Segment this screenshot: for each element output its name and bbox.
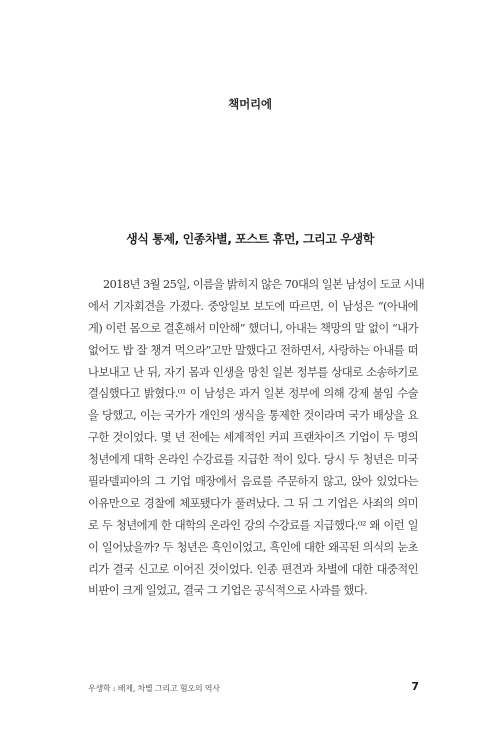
body-line: 결심했다고 밝혔다.⁰¹ 이 남성은 과거 일본 정부에 의해 강제 불임 수술 [88,387,418,401]
body-line: 이유만으로 경찰에 체포됐다가 풀려났다. 그 뒤 그 기업은 사죄의 의미 [88,496,418,510]
body-line: 청년에게 대학 온라인 수강료를 지급한 적이 있다. 당시 두 청년은 미국 [88,453,418,467]
footer-running-title: 우생학 : 배제, 차별 그리고 혐오의 역사 [88,684,220,693]
body-line: 리가 결국 신고로 이어진 것이었다. 인종 편견과 차별에 대한 대중적인 [88,562,418,576]
body-line: 로 두 청년에게 한 대학의 온라인 강의 수강료를 지급했다.⁰² 왜 이런 일 [88,518,418,532]
chapter-title: 생식 통제, 인종차별, 포스트 휴먼, 그리고 우생학 [126,232,374,246]
page-number: 7 [411,680,419,693]
body-line: 없어도 밥 잘 챙겨 먹으라”고만 말했다고 전하면서, 사랑하는 아내를 떠 [88,343,418,357]
body-line: 을 당했고, 이는 국가가 개인의 생식을 통제한 것이라며 국가 배상을 요 [88,409,418,423]
body-paragraph [88,274,425,602]
body-line: 나보내고 난 뒤, 자기 몸과 인생을 망친 일본 정부를 상대로 소송하기로 [88,365,418,379]
body-line: 필라델피아의 그 기업 매장에서 음료를 주문하지 않고, 앉아 있었다는 [88,475,418,489]
body-line: 에서 기자회견을 가졌다. 중앙일보 보도에 따르면, 이 남성은 “(아내에 [88,299,418,313]
body-line: 게) 이런 몸으로 결혼해서 미안해” 했더니, 아내는 책망의 말 없이 “내가 [88,321,418,335]
body-line: 이 일어났을까? 두 청년은 흑인이었고, 흑인에 대한 왜곡된 의식의 눈초 [88,540,418,554]
body-line: 구한 것이었다. 몇 년 전에는 세계적인 커피 프랜차이즈 기업이 두 명의 [88,431,418,445]
body-line: 비판이 크게 일었고, 결국 그 기업은 공식적으로 사과를 했다. [88,584,368,598]
body-line: 2018년 3월 25일, 이름을 밝히지 않은 70대의 일본 남성이 도쿄 시내 [103,278,425,291]
section-heading: 책머리에 [228,97,272,111]
